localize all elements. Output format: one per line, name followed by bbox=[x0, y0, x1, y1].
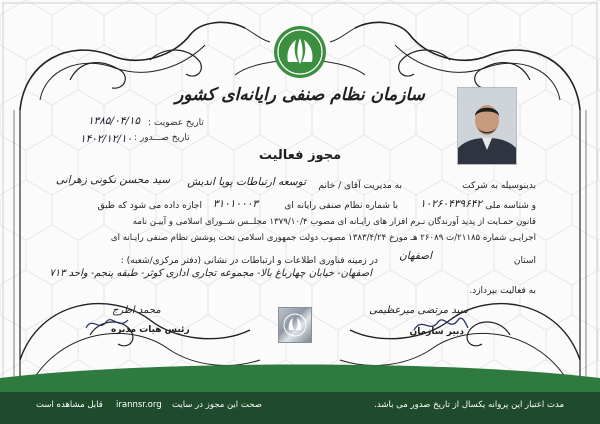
province-label: استان bbox=[513, 256, 536, 266]
permission-text: اجازه داده می شود که طبق bbox=[97, 201, 202, 211]
manager-label: به مدیریت آقای / خانم bbox=[318, 181, 402, 191]
secretary-signature-name: سید مرتضی میرعظیمی bbox=[369, 305, 468, 316]
organization-logo-icon bbox=[272, 24, 328, 80]
manager-name: سید محسن نکونی زهرانی bbox=[55, 174, 170, 186]
address: اصفهان- خیابان چهارباغ بالا- مجموعه تجاری اداری کوثر- طبقه پنجم- واحد ۷۱۳ bbox=[49, 268, 372, 279]
field-text: در زمینه فناوری اطلاعات و ارتباطات در نشانی (دفتر مرکزی/شعبه) : bbox=[120, 256, 378, 266]
verify-text: صحت این مجوز در سایت bbox=[172, 400, 262, 410]
national-id-label: و شناسه ملی bbox=[485, 201, 536, 211]
validity-text: مدت اعتبار این پروانه یکسال از تاریخ صدور می باشد. bbox=[374, 400, 564, 410]
certificate-title: مجوز فعالیت bbox=[258, 148, 342, 163]
issue-date: ۱۴۰۲/۱۲/۱۰ bbox=[80, 133, 133, 145]
closing-text: به فعالیت بپردازد. bbox=[469, 286, 536, 296]
membership-date-label: تاریخ عضویت : bbox=[148, 118, 204, 128]
hologram-logo-icon bbox=[279, 308, 311, 342]
company-intro: بدینوسیله به شرکت bbox=[462, 181, 536, 191]
chairman-signature-name: محمد اطرج bbox=[112, 305, 161, 316]
law-line-1: قانون حمـایت از پدید آورندگان نـرم افزار های رایـانه ای مصوب ۱۳۷۹/۱۰/۴ مجلــس شــورای اسلامی و آییـن نامه bbox=[132, 217, 536, 227]
person-photo-icon bbox=[458, 88, 516, 164]
membership-date: ۱۳۸۵/۰۴/۱۵ bbox=[88, 115, 141, 127]
chairman-title: رئیس هیات مدیره bbox=[111, 325, 190, 335]
applicant-photo bbox=[457, 87, 517, 165]
hologram-seal bbox=[278, 307, 312, 343]
national-id: ۱۰۲۶۰۴۳۹۶۴۲ bbox=[419, 198, 482, 210]
membership-number: ۳۱۰۱۰۰۰۳ bbox=[212, 198, 258, 210]
secretary-title: دبیر سازمان bbox=[409, 327, 464, 337]
verify-site-link[interactable]: irannsr.org bbox=[116, 400, 162, 410]
province: اصفهان bbox=[399, 250, 432, 262]
company-name: توسعه ارتباطات پویا اندیش bbox=[187, 176, 306, 188]
membership-number-label: با شماره نظام صنفی رایانه ای bbox=[284, 201, 398, 211]
organization-title: سازمان نظام صنفی رایانه‌ای کشور bbox=[175, 85, 425, 105]
verify-suffix: قابل مشاهده است bbox=[36, 400, 103, 410]
issue-date-label: تاریخ صـــدور : bbox=[134, 133, 190, 143]
law-line-2: اجرایـی شماره ۲۱۱۸۵/ت ۲۶۰۸۹ هـ مورخ ۱۳۸۳/۴/۲۴ مصوب دولت جمهوری اسلامی تحت پوشش نظام صنفی رایـانه ای bbox=[110, 233, 536, 243]
